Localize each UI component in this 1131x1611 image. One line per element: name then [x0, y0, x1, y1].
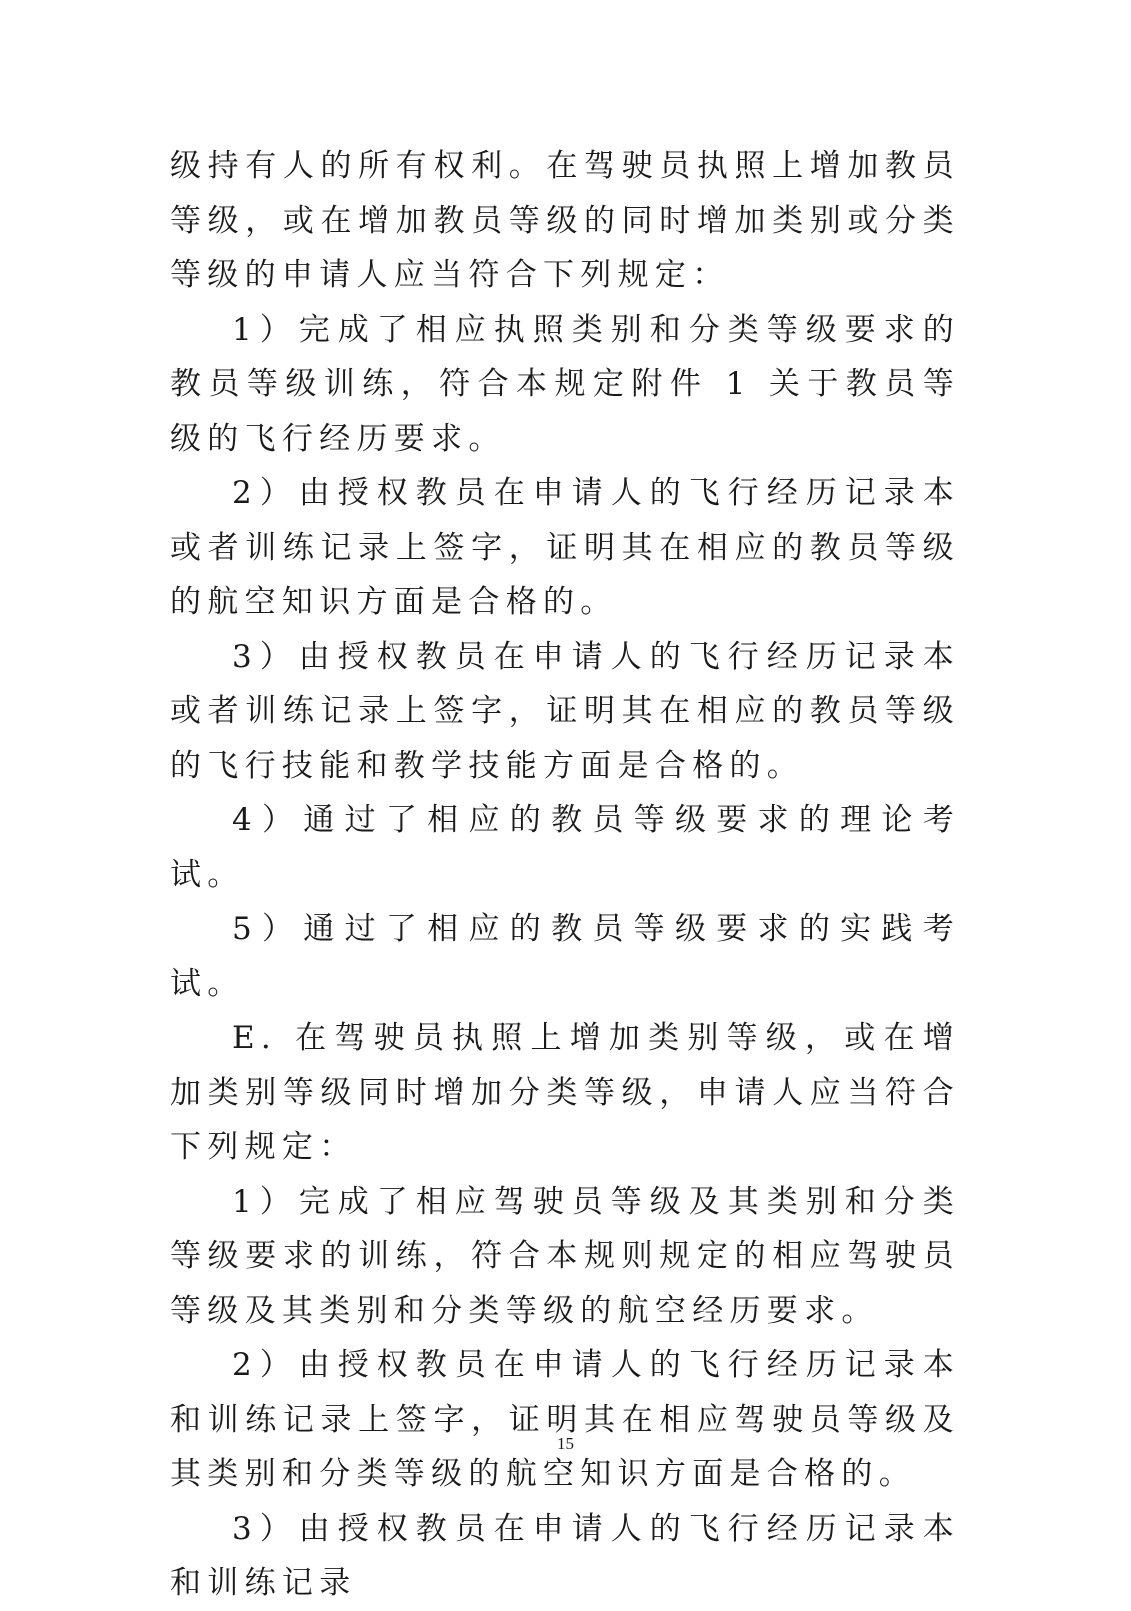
page-number: 15	[557, 1434, 574, 1453]
paragraph-section-e: E. 在驾驶员执照上增加类别等级，或在增加类别等级同时增加分类等级，申请人应当符合下列规定：	[170, 1020, 960, 1165]
paragraph-e-item-3: 3）由授权教员在申请人的飞行经历记录本和训练记录	[170, 1510, 960, 1601]
paragraph-item-3: 3）由授权教员在申请人的飞行经历记录本或者训练记录上签字，证明其在相应的教员等级的飞行技能和教学技能方面是合格的。	[170, 638, 960, 784]
paragraph-e-item-1: 1）完成了相应驾驶员等级及其类别和分类等级要求的训练，符合本规则规定的相应驾驶员等级及其类别和分类等级的航空经历要求。	[170, 1183, 960, 1329]
paragraph-e-item-2: 2）由授权教员在申请人的飞行经历记录本和训练记录上签字，证明其在相应驾驶员等级及其类别和分类等级的航空知识方面是合格的。	[170, 1347, 960, 1492]
body-text	[170, 139, 960, 1611]
paragraph-continuation: 级持有人的所有权利。在驾驶员执照上增加教员等级，或在增加教员等级的同时增加类别或分类等级的申请人应当符合下列规定：	[170, 148, 960, 293]
paragraph-item-5: 5）通过了相应的教员等级要求的实践考试。	[170, 911, 960, 1002]
paragraph-item-4: 4）通过了相应的教员等级要求的理论考试。	[170, 802, 960, 893]
paragraph-item-1: 1）完成了相应执照类别和分类等级要求的教员等级训练，符合本规定附件 1 关于教员等级的飞行经历要求。	[170, 311, 960, 457]
paragraph-item-2: 2）由授权教员在申请人的飞行经历记录本或者训练记录上签字，证明其在相应的教员等级的航空知识方面是合格的。	[170, 475, 960, 620]
